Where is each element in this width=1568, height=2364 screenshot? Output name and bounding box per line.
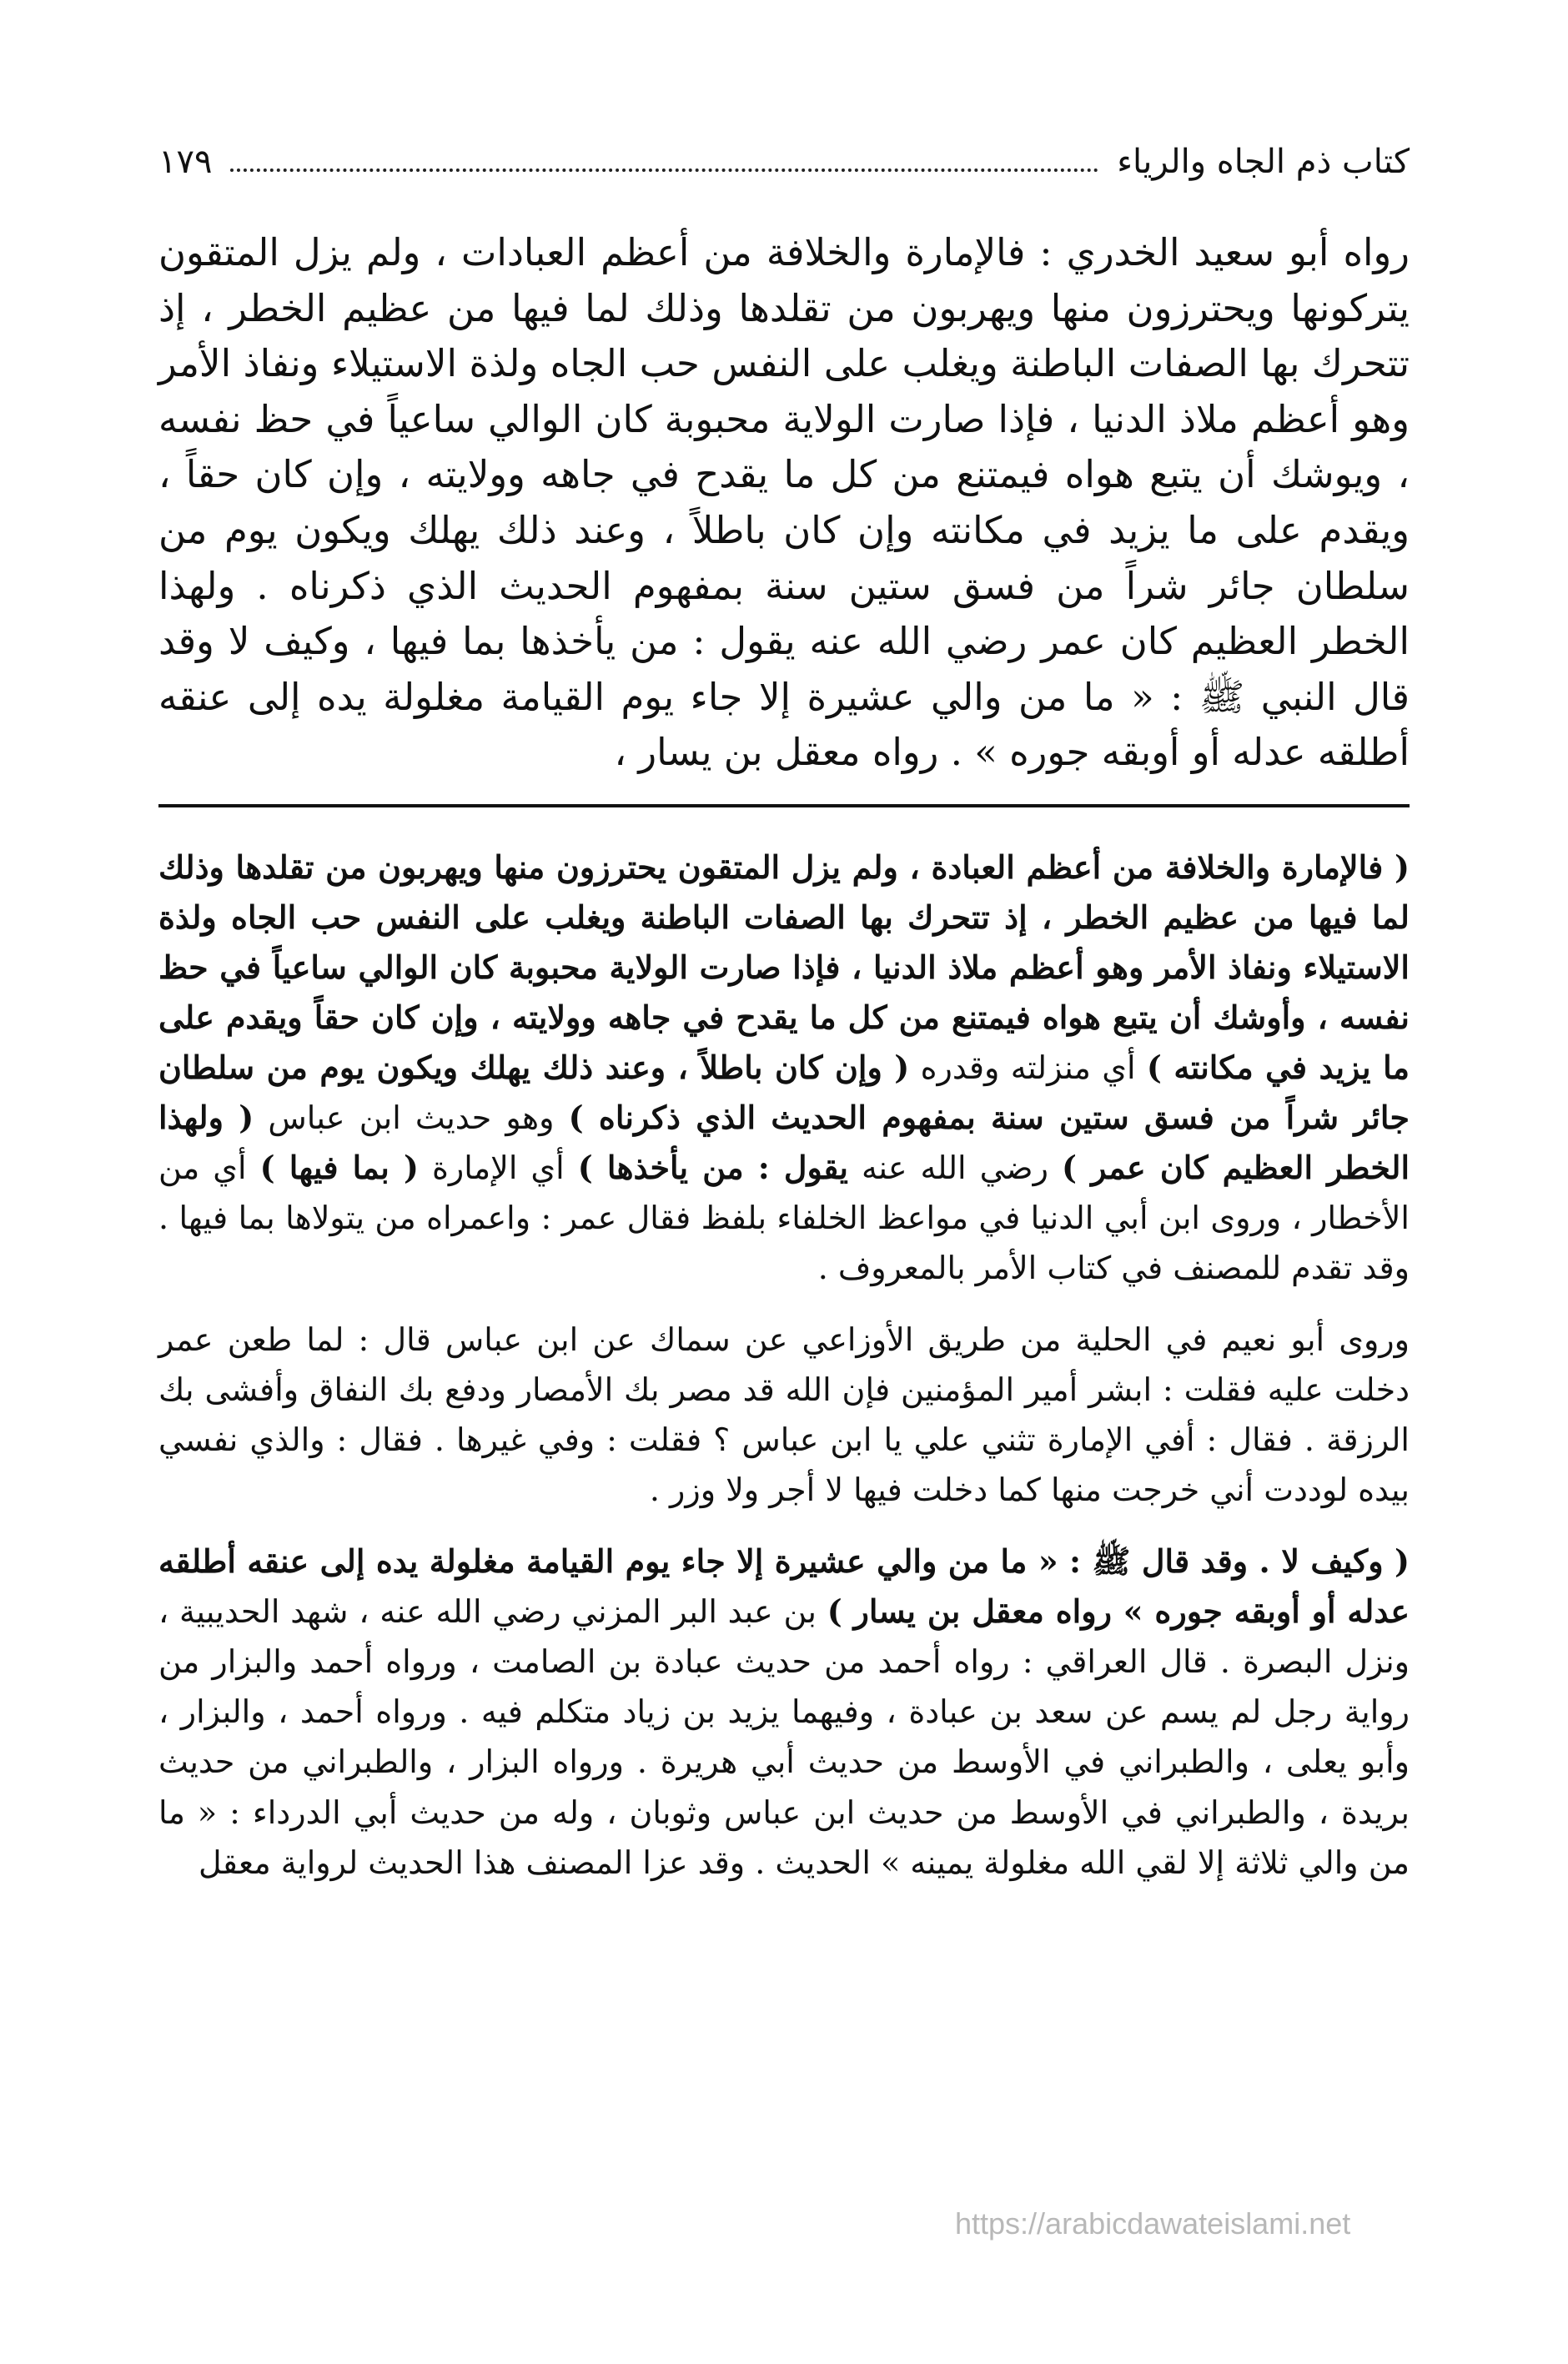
commentary-paragraph-1 [158,842,1410,1293]
quoted-text: ( ولهذا الخطر العظيم كان عمر ) [158,1099,1410,1187]
watermark-url: https://arabicdawateislami.net [955,2206,1351,2241]
explanation-text: رضي الله عنه [847,1149,1062,1187]
quoted-text: ( وإن كان باطلاً ، وعند ذلك يهلك ويكون يوم من سلطان جائر شراً من فسق ستين سنة بمفهوم الحديث الذي ذكرناه ) [158,1049,1410,1137]
explanation-text: أي منزلته وقدره [909,1049,1147,1087]
page-number: ١٧٩ [158,143,213,181]
explanation-text: بن عبد البر المزني رضي الله عنه ، شهد الحديبية ، ونزل البصرة . قال العراقي : رواه أحمد من حديث عبادة بن الصامت ، ورواه أحمد والبزار من رواية رجل لم يسم عن سعد بن عبادة ، وفيهما يزيد بن زياد متكلم فيه . ورواه أحمد ، والبزار ، وأبو يعلى ، والطبراني في الأوسط من حديث أبي هريرة . ورواه البزار ، والطبراني من حديث بريدة ، والطبراني في الأوسط من حديث ابن عباس وثوبان ، وله من حديث أبي الدرداء : « ما من والي ثلاثة إلا لقي الله مغلولة يمينه » الحديث . وقد عزا المصنف هذا الحديث لرواية معقل [158,1593,1410,1881]
dotted-leader [230,168,1098,172]
running-header [158,142,1410,182]
explanation-text: وهو حديث ابن عباس [254,1099,569,1137]
quoted-text: ( وكيف لا . وقد قال ﷺ : « ما من والي عشيرة إلا جاء يوم القيامة مغلولة يده إلى عنقه أطلقه عدله أو أوبقه جوره » رواه معقل بن يسار ) [158,1542,1410,1631]
quoted-text: ( فالإمارة والخلافة من أعظم العبادة ، ولم يزل المتقون يحترزون منها ويهربون من تقلدها وذلك لما فيها من عظيم الخطر ، إذ تتحرك بها الصفات الباطنة ويغلب على النفس حب الجاه ولذة الاستيلاء ونفاذ الأمر وهو أعظم ملاذ الدنيا ، فإذا صارت الولاية محبوبة كان الوالي ساعياً في حظ نفسه ، وأوشك أن يتبع هواه فيمتنع من كل ما يقدح في جاهه وولايته ، وإن كان حقاً ويقدم على ما يزيد في مكانته ) [158,848,1410,1087]
commentary [158,842,1410,1888]
commentary-paragraph-2: وروى أبو نعيم في الحلية من طريق الأوزاعي عن سماك عن ابن عباس قال : لما طعن عمر دخلت عليه فقلت : ابشر أمير المؤمنين فإن الله قد مصر بك الأمصار ودفع بك النفاق وأفشى بك الرزقة . فقال : أفي الإمارة تثني علي يا ابن عباس ؟ فقلت : وفي غيرها . فقال : والذي نفسي بيده لوددت أني خرجت منها كما دخلت فيها لا أجر ولا وزر . [158,1321,1410,1509]
paragraph-gap [158,1515,1410,1537]
chapter-title: كتاب ذم الجاه والرياء [1117,143,1410,181]
quoted-text: يقول : من يأخذها ) [577,1149,848,1187]
section-divider [158,804,1410,807]
commentary-paragraph-3 [158,1537,1410,1887]
quoted-text: ( بما فيها ) [259,1149,419,1187]
book-page [158,142,1410,1888]
paragraph-gap [158,1293,1410,1315]
main-text: رواه أبو سعيد الخدري : فالإمارة والخلافة من أعظم العبادات ، ولم يزل المتقون يتركونها ويحترزون منها ويهربون من تقلدها وذلك لما فيها من عظيم الخطر ، إذ تتحرك بها الصفات الباطنة ويغلب على النفس حب الجاه ولذة الاستيلاء ونفاذ الأمر وهو أعظم ملاذ الدنيا ، فإذا صارت الولاية محبوبة كان الوالي ساعياً في حظ نفسه ، ويوشك أن يتبع هواه فيمتنع من كل ما يقدح في جاهه وولايته ، وإن كان حقاً ، ويقدم على ما يزيد في مكانته وإن كان باطلاً ، وعند ذلك يهلك ويكون يوم من سلطان جائر شراً من فسق ستين سنة بمفهوم الحديث الذي ذكرناه . ولهذا الخطر العظيم كان عمر رضي الله عنه يقول : من يأخذها بما فيها ، وكيف لا وقد قال النبي ﷺ : « ما من والي عشيرة إلا جاء يوم القيامة مغلولة يده إلى عنقه أطلقه عدله أو أوبقه جوره » . رواه معقل بن يسار ، [158,230,1410,775]
explanation-text: أي الإمارة [418,1149,578,1187]
explanation-text: أي من الأخطار ، وروى ابن أبي الدنيا في مواعظ الخلفاء بلفظ فقال عمر : واعمراه من يتولاها بما فيها . وقد تقدم للمصنف في كتاب الأمر بالمعروف . [158,1149,1410,1287]
